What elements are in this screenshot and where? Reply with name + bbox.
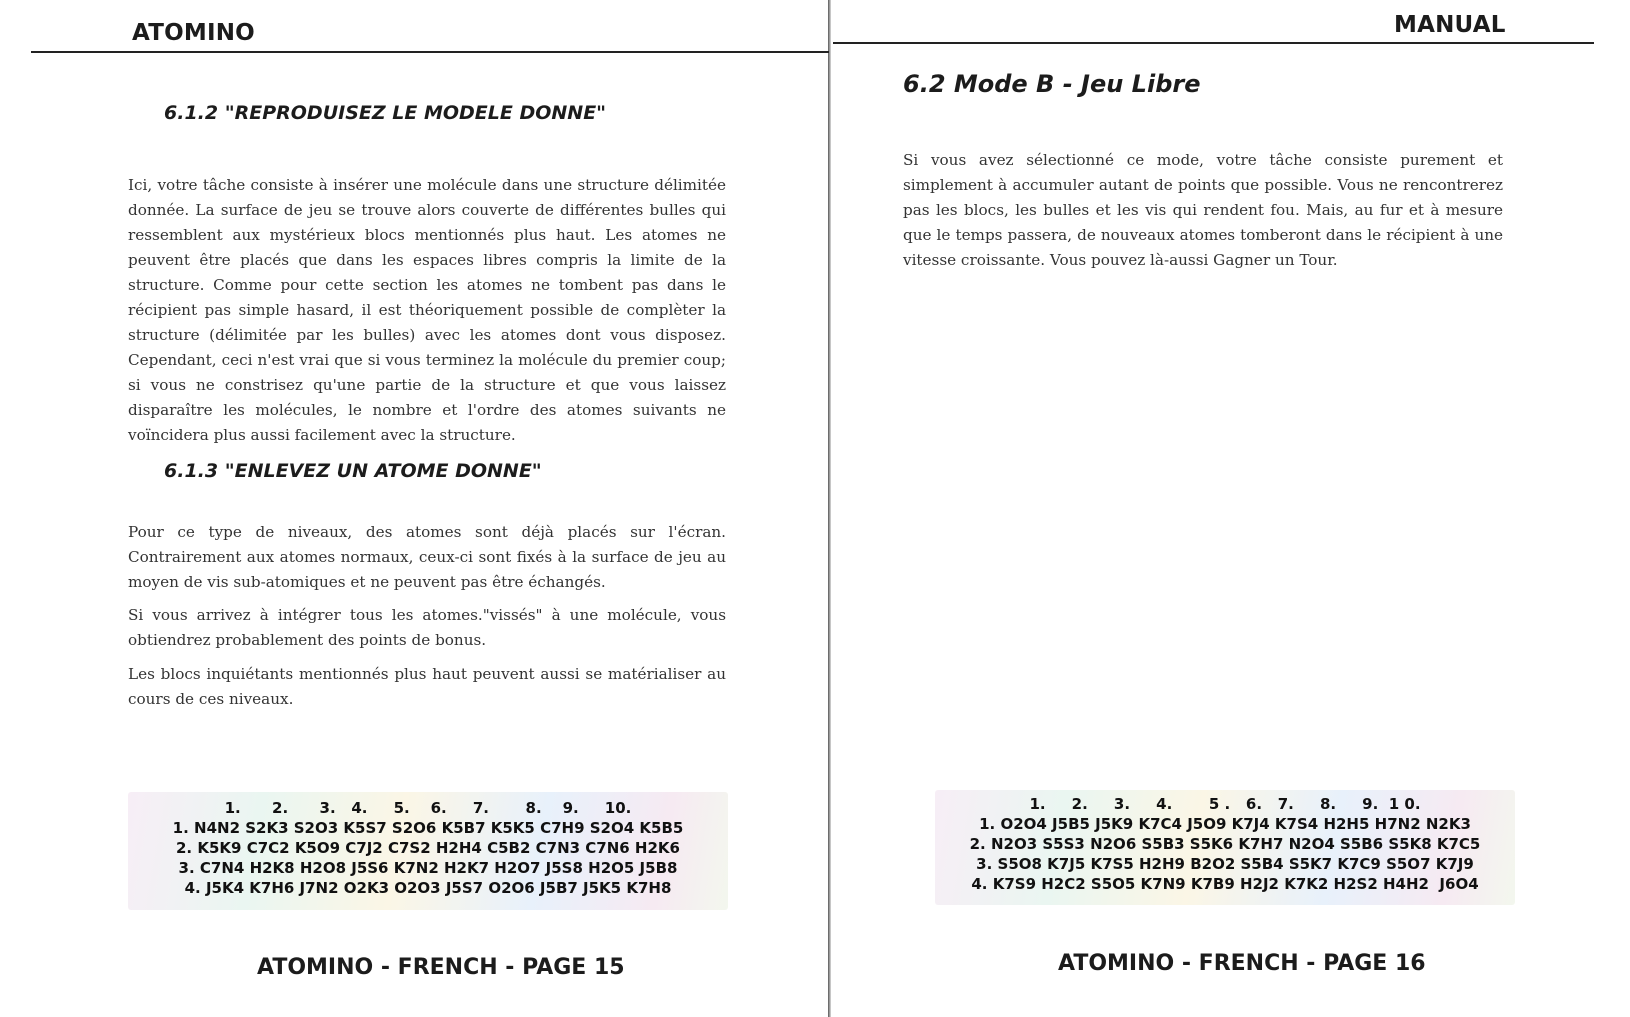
level-code-table-right xyxy=(935,790,1515,905)
code-table-row: 2. N2O3 S5S3 N2O6 S5B3 S5K6 K7H7 N2O4 S5B6 S5K8 K7C5 xyxy=(969,835,1481,853)
code-table-row: 2. K5K9 C7C2 K5O9 C7J2 C7S2 H2H4 C5B2 C7N3 C7N6 H2K6 xyxy=(176,839,680,857)
right-page-header: MANUAL xyxy=(1394,12,1506,38)
left-page-header: ATOMINO xyxy=(132,20,255,46)
code-table-row: 4. K7S9 H2C2 S5O5 K7N9 K7B9 H2J2 K7K2 H2S2 H4H2 J6O4 xyxy=(971,875,1479,893)
code-table-row: 1. O2O4 J5B5 J5K9 K7C4 J5O9 K7J4 K7S4 H2H5 H7N2 N2K3 xyxy=(979,815,1471,833)
level-code-table-left xyxy=(128,792,728,910)
section-6-1-3-paragraph-3: Les blocs inquiétants mentionnés plus haut peuvent aussi se matérialiser au cours de ces niveaux. xyxy=(128,665,726,708)
section-6-2-paragraph: Si vous avez sélectionné ce mode, votre tâche consiste purement et simplement à accumuler autant de points que possible. Vous ne rencontrerez pas les blocs, les bulles et les vis qui rendent fou. Mais, au fur et à mesure que le temps passera, de nouveaux atomes tomberont dans le récipient à une vitesse croissante. Vous pouvez là-aussi Gagner un Tour. xyxy=(903,151,1503,269)
left-header-rule xyxy=(31,51,829,53)
code-table-column-header: 1. 2. 3. 4. 5 . 6. 7. 8. 9. 1 0. xyxy=(1029,795,1421,813)
section-title-6-1-3: 6.1.3 "ENLEVEZ UN ATOME DONNE" xyxy=(164,460,542,482)
left-page-footer: ATOMINO - FRENCH - PAGE 15 xyxy=(257,955,625,980)
code-table-row: 4. J5K4 K7H6 J7N2 O2K3 O2O3 J5S7 O2O6 J5B7 J5K5 K7H8 xyxy=(184,879,672,897)
section-title-6-2: 6.2 Mode B - Jeu Libre xyxy=(903,70,1201,98)
right-page-footer: ATOMINO - FRENCH - PAGE 16 xyxy=(1058,951,1426,976)
section-6-1-2-paragraph: Ici, votre tâche consiste à insérer une molécule dans une structure délimitée donnée. La surface de jeu se trouve alors couverte de différentes bulles qui ressemblent aux mystérieux blocs mentionnés plus haut. Les atomes ne peuvent être placés que dans les espaces libres compris la limite de la structure. Comme pour cette section les atomes ne tombent pas dans le récipient pas simple hasard, il est théoriquement possible de complèter la structure (délimitée par les bulles) avec les atomes dont vous disposez. Cependant, ceci n'est vrai que si vous terminez la molécule du premier coup; si vous ne constrisez qu'une partie de la structure et que vous laissez disparaître les molécules, le nombre et l'ordre des atomes suivants ne voïncidera plus aussi facilement avec la structure. xyxy=(128,176,726,444)
code-table-row: 3. S5O8 K7J5 K7S5 H2H9 B2O2 S5B4 S5K7 K7C9 S5O7 K7J9 xyxy=(976,855,1474,873)
right-header-rule xyxy=(833,42,1594,44)
code-table-row: 3. C7N4 H2K8 H2O8 J5S6 K7N2 H2K7 H2O7 J5S8 H2O5 J5B8 xyxy=(178,859,678,877)
code-table-column-header: 1. 2. 3. 4. 5. 6. 7. 8. 9. 10. xyxy=(224,799,632,817)
right-page xyxy=(833,0,1630,1017)
section-title-6-1-2: 6.1.2 "REPRODUISEZ LE MODELE DONNE" xyxy=(164,102,607,124)
section-6-1-3-paragraph-2: Si vous arrivez à intégrer tous les atomes."vissés" à une molécule, vous obtiendrez probablement des points de bonus. xyxy=(128,606,726,649)
code-table-row: 1. N4N2 S2K3 S2O3 K5S7 S2O6 K5B7 K5K5 C7H9 S2O4 K5B5 xyxy=(172,819,684,837)
section-6-1-3-paragraph-1: Pour ce type de niveaux, des atomes sont déjà placés sur l'écran. Contrairement aux atomes normaux, ceux-ci sont fixés à la surface de jeu au moyen de vis sub-atomiques et ne peuvent pas être échangés. xyxy=(128,523,726,591)
